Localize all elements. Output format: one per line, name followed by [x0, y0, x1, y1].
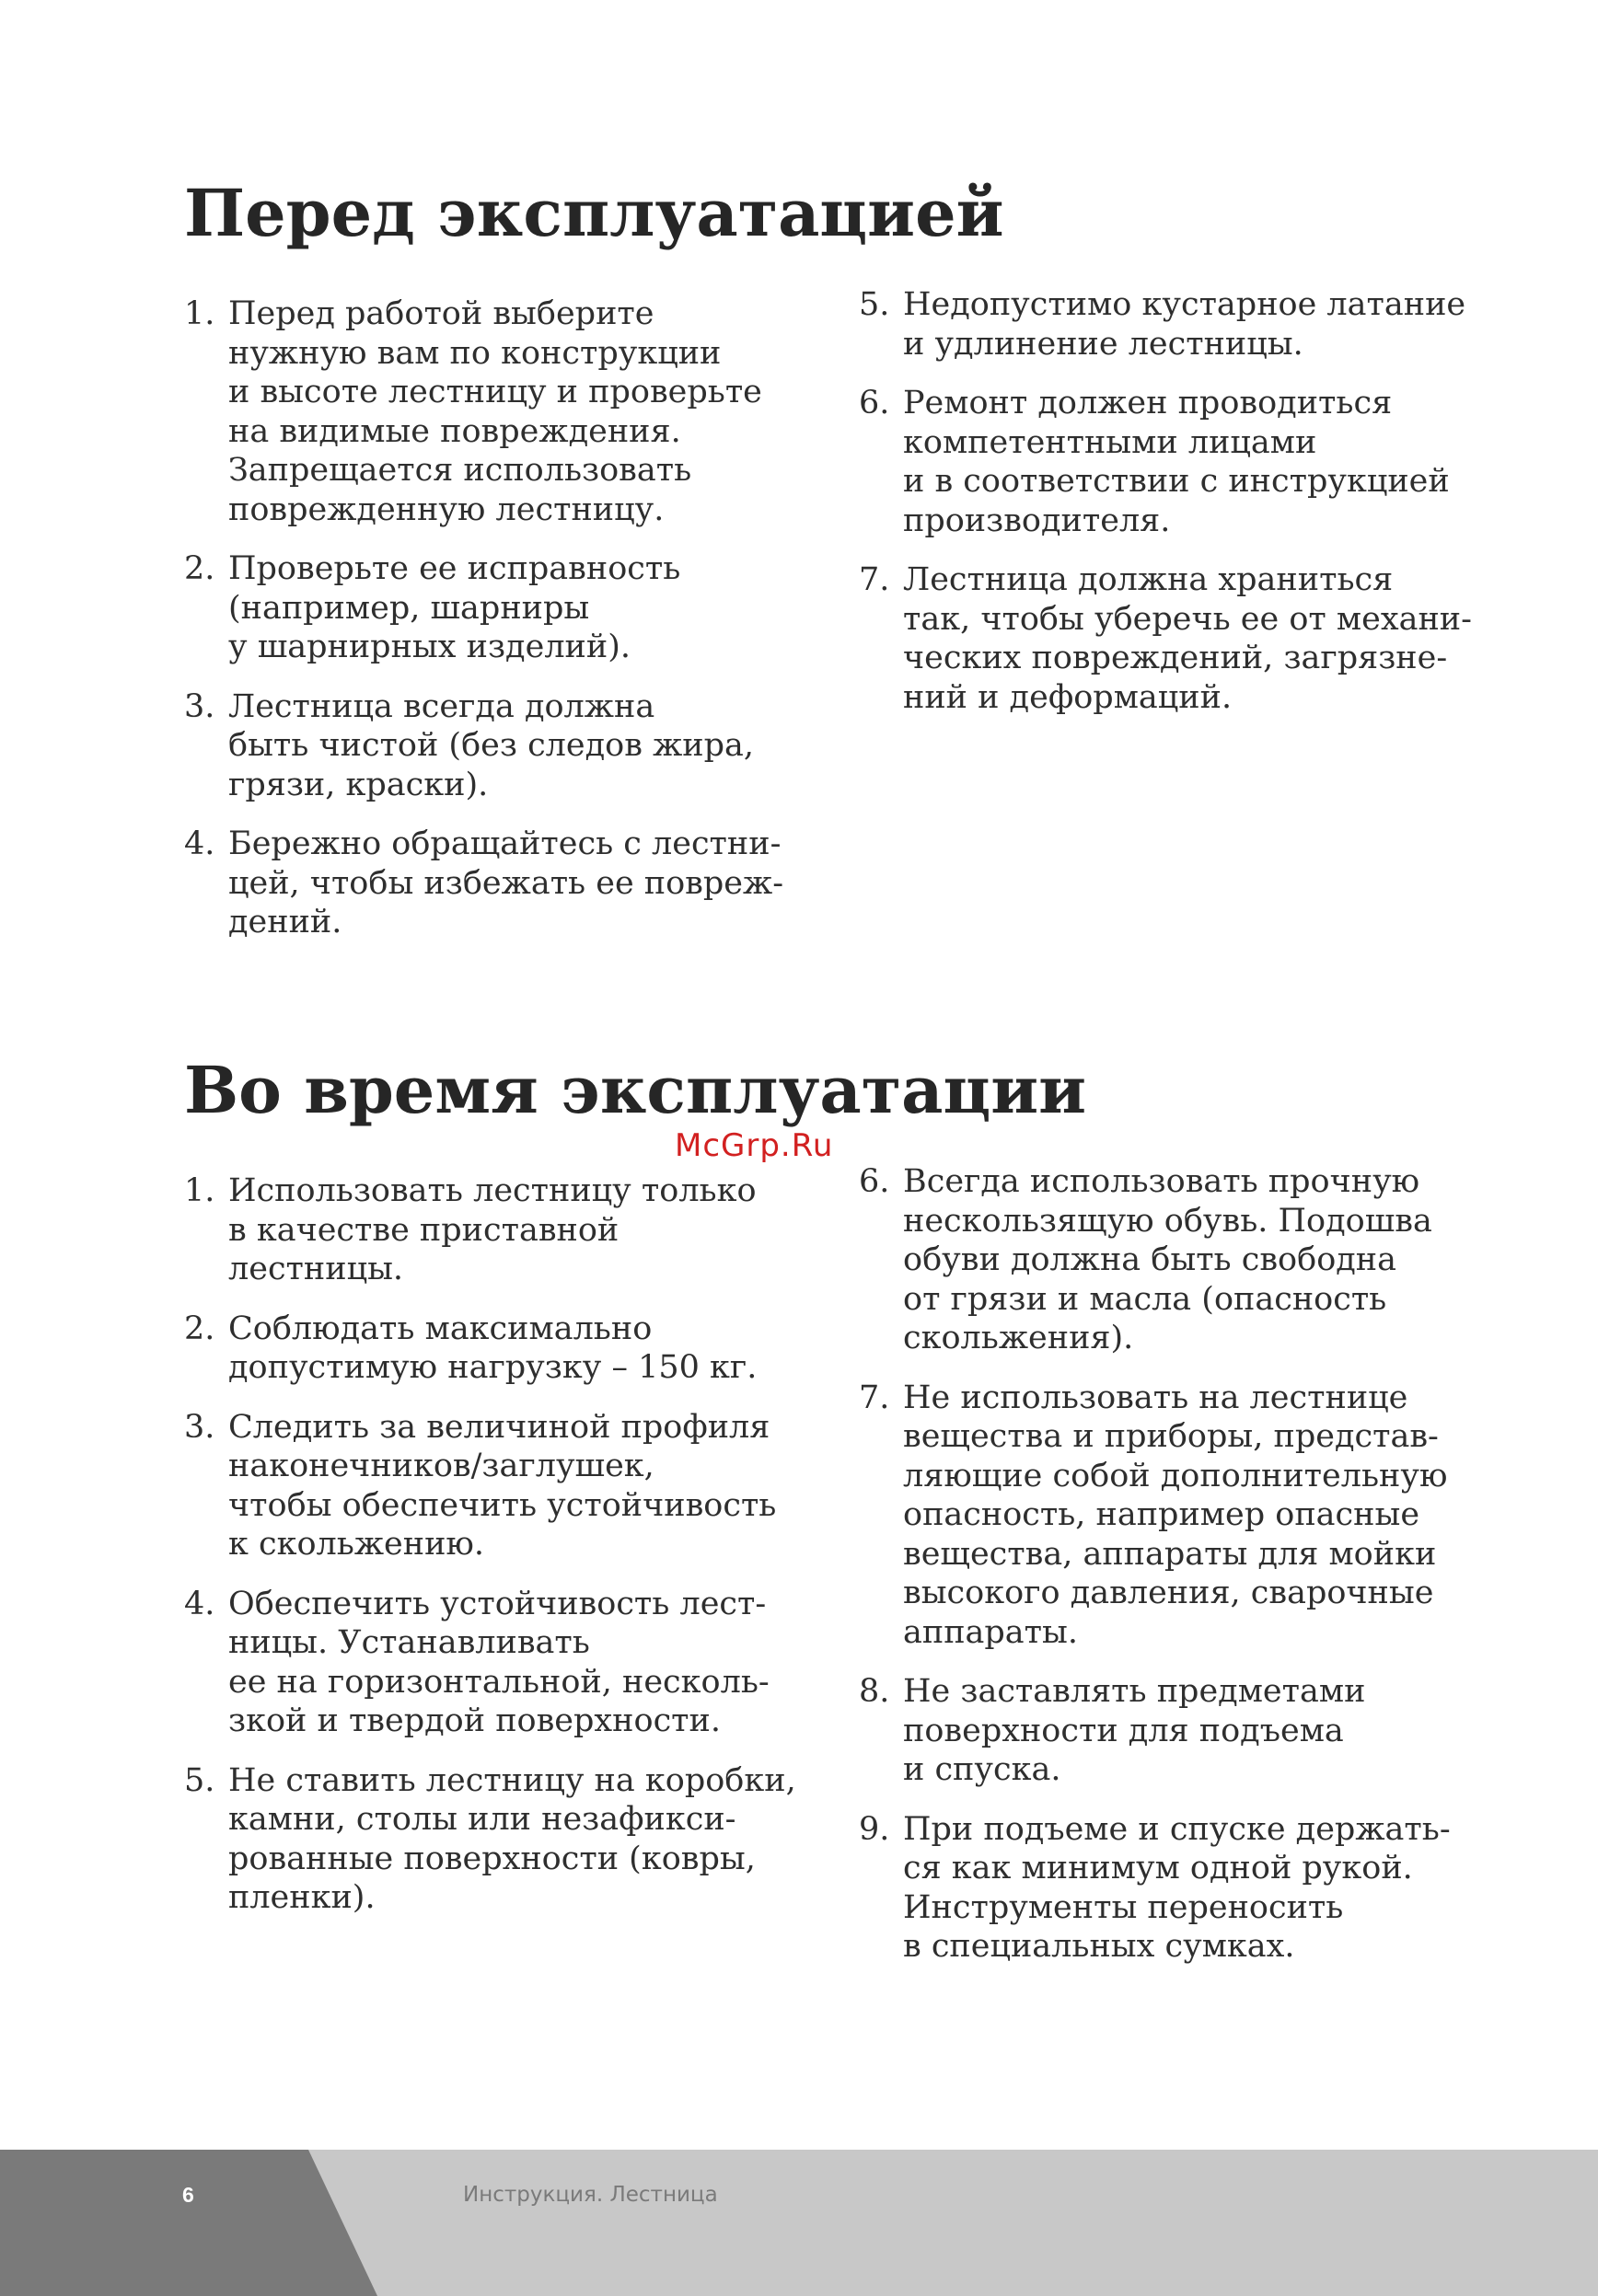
list-item: 6. Ремонт должен проводиться компетентными лицами и в соответствии с инструкцией производителя.	[859, 385, 1450, 539]
list-item: 5. Недопустимо кустарное латание и удлинение лестницы.	[859, 286, 1466, 363]
list-item: 4. Бережно обращайтесь с лестни- цей, чтобы избежать ее повреж- дений.	[184, 825, 784, 940]
list-before-use-right	[859, 285, 1503, 737]
list-item: 2. Соблюдать максимально допустимую нагрузку – 150 кг.	[184, 1310, 758, 1386]
list-item: 7. Лестница должна храниться так, чтобы уберечь ее от механи- ческих повреждений, загрязне- ний и деформаций.	[859, 561, 1472, 716]
list-item: 4. Обеспечить устойчивость лест- ницы. Устанавливать ее на горизонтальной, несколь- зкой и твердой поверхности.	[184, 1585, 770, 1739]
footer-title: Инструкция. Лестница	[463, 2183, 718, 2207]
page-footer	[0, 2150, 1598, 2296]
watermark: McGrp.Ru	[675, 1127, 834, 1164]
list-item: 2. Проверьте ее исправность (например, шарниры у шарнирных изделий).	[184, 550, 681, 665]
list-during-use-left	[184, 1171, 828, 1938]
list-during-use-right	[859, 1162, 1503, 1987]
footer-band	[0, 2150, 1598, 2296]
list-item: 7. Не использовать на лестнице вещества и приборы, представ- ляющие собой дополнительную опасность, например опасные вещества, аппараты для мойки высокого давления, сварочные аппараты.	[859, 1379, 1448, 1651]
list-item: 1. Перед работой выберите нужную вам по конструкции и высоте лестницу и проверьте на видимые повреждения. Запрещается использовать поврежденную лестницу.	[184, 295, 762, 528]
page-number: 6	[182, 2183, 194, 2207]
list-item: 6. Всегда использовать прочную нескользящую обувь. Подошва обуви должна быть свободна от грязи и масла (опасность скольжения).	[859, 1163, 1432, 1356]
list-item: 3. Следить за величиной профиля наконечников/заглушек, чтобы обеспечить устойчивость к скольжению.	[184, 1408, 777, 1563]
list-item: 1. Использовать лестницу только в качестве приставной лестницы.	[184, 1172, 757, 1287]
list-before-use-left	[184, 294, 828, 963]
list-item: 5. Не ставить лестницу на коробки, камни, столы или незафикси- рованные поверхности (ковры, пленки).	[184, 1761, 796, 1916]
list-item: 8. Не заставлять предметами поверхности для подъема и спуска.	[859, 1673, 1366, 1788]
section-title-during-use: Во время эксплуатации	[184, 1052, 1087, 1128]
list-item: 3. Лестница всегда должна быть чистой (без следов жира, грязи, краски).	[184, 687, 755, 803]
list-item: 9. При подъеме и спуске держать- ся как минимум одной рукой. Инструменты переносить в специальных сумках.	[859, 1810, 1451, 1965]
section-title-before-use: Перед эксплуатацией	[184, 175, 1004, 251]
